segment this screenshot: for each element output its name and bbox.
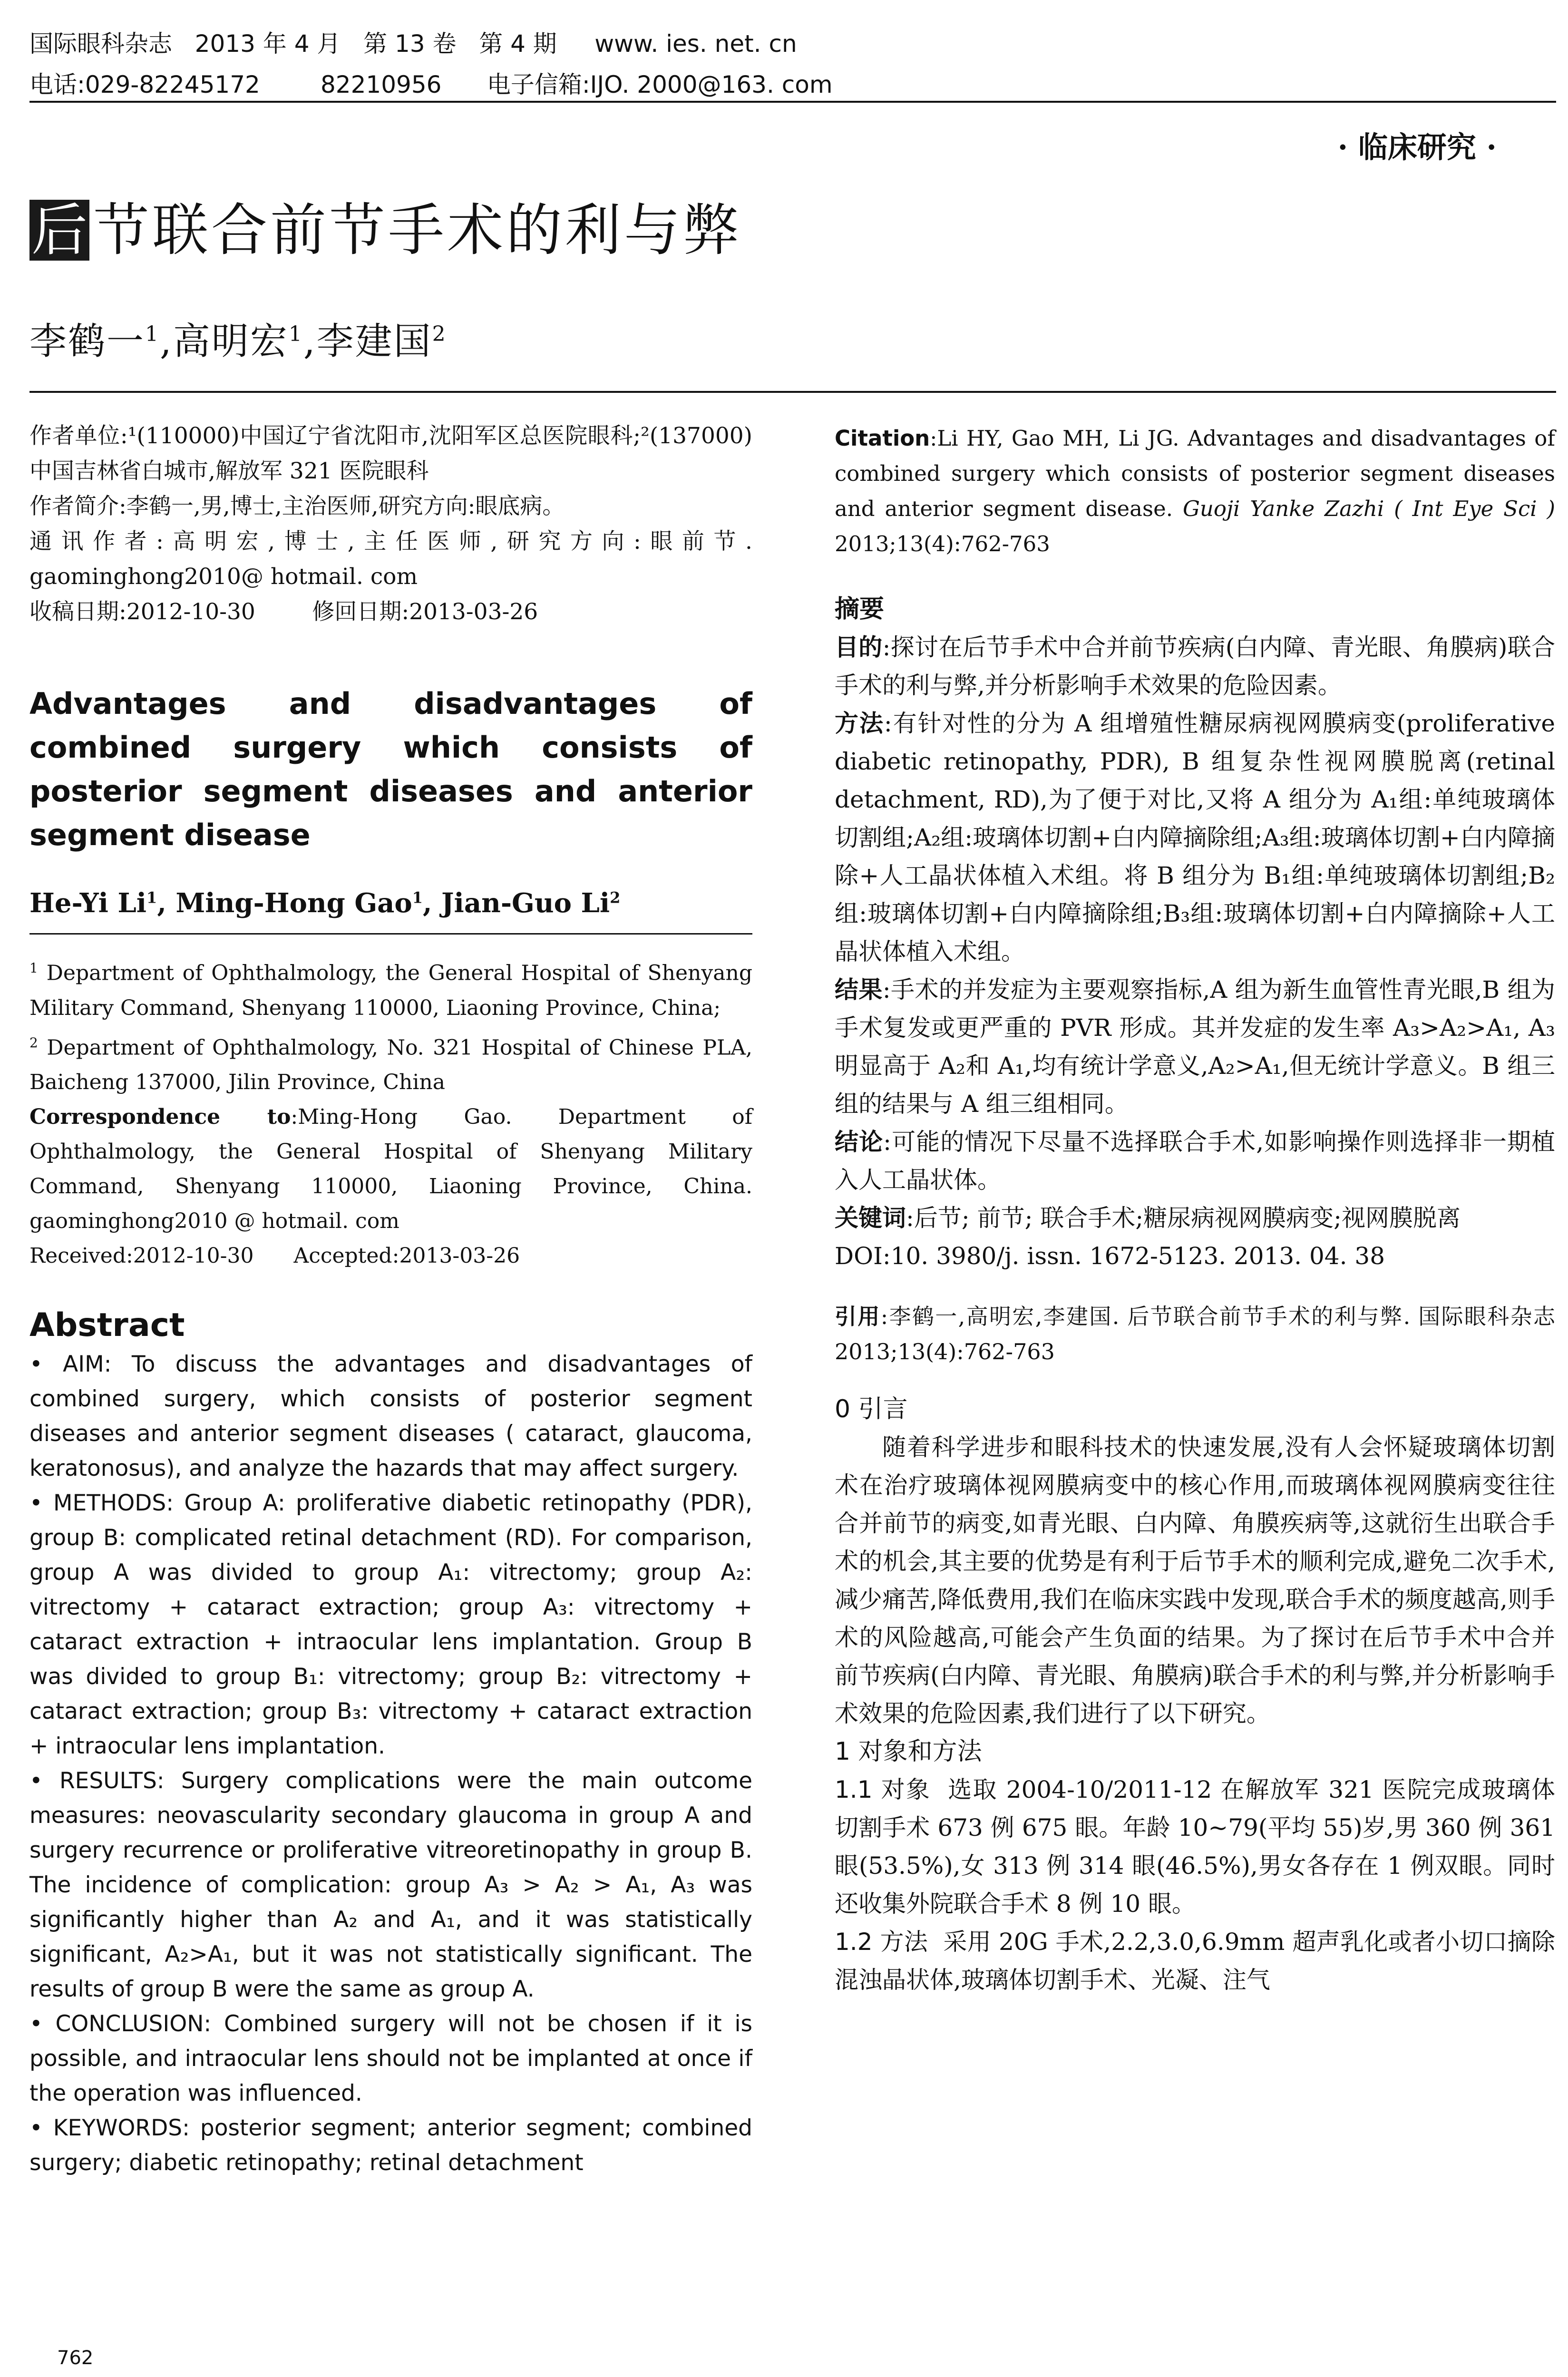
cn-text: :探讨在后节手术中合并前节疾病(白内障、青光眼、角膜病)联合手术的利与弊,并分析影响手术效果的危险因素。 xyxy=(835,633,1556,699)
abstract-cn-results xyxy=(835,971,1555,1123)
affil-text: Department of Ophthalmology, the General Hospital of Shenyang Military Command, Shenyang 110000, Liaoning Province, China; xyxy=(29,961,752,1020)
methods-heading: 1 对象和方法 xyxy=(835,1737,982,1766)
abstract-cn-heading: 摘要 xyxy=(835,595,885,623)
citation-text: :Li HY, Gao MH, Li JG. Advantages and disadvantages of combined surgery which consists of posterior segment diseases and anterior segment disease. xyxy=(835,426,1555,521)
cn-label: 关键词 xyxy=(835,1204,906,1232)
cn-label: 目的 xyxy=(835,633,883,661)
author-brief: 作者简介:李鹤一,男,博士,主治医师,研究方向:眼底病。 xyxy=(29,493,565,519)
author-sup: 1 xyxy=(288,322,303,346)
cn-label: 引用 xyxy=(835,1304,881,1329)
citation-journal: Guoji Yanke Zazhi ( Int Eye Sci ) xyxy=(1182,496,1555,521)
intro-paragraph: 随着科学进步和眼科技术的快速发展,没有人会怀疑玻璃体切割术在治疗玻璃体视网膜病变中的核心作用,而玻璃体视网膜病变往往合并前节的病变,如青光眼、白内障、角膜疾病等,这就衍生出联合手术的机会,其主要的优势是有利于后节手术的顺利完成,避免二次手术,减少痛苦,降低费用,我们在临床实践中发现,联合手术的频度越高,则手术的风险越高,可能会产生负面的结果。为了探讨在后节手术中合并前节疾病(白内障、青光眼、角膜病)联合手术的利与弊,并分析影响手术效果的危险因素,我们进行了以下研究。 xyxy=(835,1433,1555,1727)
cn-text: :手术的并发症为主要观察指标,A 组为新生血管性青光眼,B 组为手术复发或更严重的 PVR 形成。其并发症的发生率 A₃>A₂>A₁, A₃明显高于 A₂和 A₁,均有统计学意义,A₂>A₁,但无统计学意义。B 组三组的结果与 A 组三组相同。 xyxy=(835,976,1555,1118)
intro-heading: 0 引言 xyxy=(835,1395,908,1423)
doi: DOI:10. 3980/j. issn. 1672-5123. 2013. 04. 38 xyxy=(835,1242,1385,1270)
citation xyxy=(835,421,1555,562)
english-authors: He-Yi Li$^1$, Ming-Hong Gao$^1$, Jian-Guo Li$^2$ xyxy=(29,887,621,919)
cn-label: 结果 xyxy=(835,976,883,1003)
affiliation-2 xyxy=(29,1025,752,1100)
author-cn-name: 李建国 xyxy=(316,320,432,363)
abstract-conclusion: • CONCLUSION: Combined surgery will not be chosen if it is possible, and intraocular lens should not be implanted at once if the operation was influenced. xyxy=(29,2011,752,2107)
title-first-char: 后 xyxy=(29,200,89,261)
section-tag: · 临床研究 · xyxy=(1337,130,1497,165)
author-cn-name: 李鹤一 xyxy=(29,320,146,363)
author-en-name: Jian-Guo Li xyxy=(441,887,610,919)
author-cn-name: 高明宏 xyxy=(173,320,289,363)
abstract-aim: • AIM: To discuss the advantages and disadvantages of combined surgery, which consists of posterior segment diseases and anterior segment diseases ( cataract, glaucoma, keratonosus), and analyze the hazards that may affect surgery. xyxy=(29,1351,752,1482)
cn-label: 结论 xyxy=(835,1128,884,1156)
affil-sup: 2 xyxy=(29,1034,38,1051)
author-unit: 作者单位:¹(110000)中国辽宁省沈阳市,沈阳军区总医院眼科;²(137000) 中国吉林省白城市,解放军 321 医院眼科 xyxy=(29,423,752,484)
cn-text: :后节; 前节; 联合手术;糖尿病视网膜病变;视网膜脱离 xyxy=(906,1204,1461,1232)
title-rest: 节联合前节手术的利与弊 xyxy=(93,197,742,263)
affil-sup: 1 xyxy=(29,960,38,976)
correspondence xyxy=(29,1100,752,1238)
received-dates: 收稿日期:2012-10-30 修回日期:2013-03-26 xyxy=(29,599,538,625)
author-en-name: He-Yi Li xyxy=(29,887,147,919)
subsection-label: 1.2 方法 xyxy=(835,1928,928,1956)
authors-cn: 李鹤一$^1$,高明宏$^1$,李建国$^2$ xyxy=(29,320,447,363)
left-column xyxy=(29,419,752,2180)
author-sup: 1 xyxy=(145,322,160,346)
affiliation-rule xyxy=(29,933,752,935)
cn-text: :可能的情况下尽量不选择联合手术,如影响操作则选择非一期植入人工晶状体。 xyxy=(835,1128,1555,1194)
method-text: 采用 20G 手术,2.2,3.0,6.9mm 超声乳化或者小切口摘除混浊晶状体,玻璃体切割手术、光凝、注气 xyxy=(835,1928,1555,1994)
corresponding-author: 通讯作者:高明宏,博士,主任医师,研究方向:眼前节. gaominghong2010@ hotmail. com xyxy=(29,528,752,590)
abstract-cn-methods xyxy=(835,704,1555,971)
affil-text: Department of Ophthalmology, No. 321 Hospital of Chinese PLA, Baicheng 137000, Jilin Province, China xyxy=(29,1035,752,1095)
corr-label: Correspondence to xyxy=(29,1105,291,1130)
cn-text: :李鹤一,高明宏,李建国. 后节联合前节手术的利与弊. 国际眼科杂志 2013;13(4):762-763 xyxy=(835,1304,1556,1364)
running-header-line2: 电话:029-82245172 82210956 电子信箱:IJO. 2000@163. com xyxy=(29,71,833,98)
english-title: Advantages and disadvantages of combined surgery which consists of posterior segment diseases and anterior segment disease xyxy=(29,686,752,852)
article-title xyxy=(29,197,742,263)
cite-cn xyxy=(835,1299,1555,1369)
corr-text: :Ming-Hong Gao. Department of Ophthalmology, the General Hospital of Shenyang Military Command, Shenyang 110000, Liaoning Province, China. gaominghong2010 @ hotmail. com xyxy=(29,1105,753,1234)
cn-label: 方法 xyxy=(835,710,884,737)
right-column xyxy=(835,421,1555,1999)
author-sup: 2 xyxy=(432,322,447,346)
author-sup: 1 xyxy=(412,888,423,907)
author-sup: 2 xyxy=(610,888,621,907)
author-en-name: Ming-Hong Gao xyxy=(175,887,412,919)
citation-tail: 2013;13(4):762-763 xyxy=(835,531,1050,556)
citation-label: Citation xyxy=(835,426,930,451)
cn-text: :有针对性的分为 A 组增殖性糖尿病视网膜病变(proliferative diabetic retinopathy, PDR), B 组复杂性视网膜脱离(retinal detachment, RD),为了便于对比,又将 A 组分为 A₁组:单纯玻璃体切割组;A₂组:玻璃体切割+白内障摘除组;A₃组:玻璃体切割+白内障摘除+人工晶状体植入术组。将 B 组分为 B₁组:单纯玻璃体切割组;B₂组:玻璃体切割+白内障摘除组;B₃组:玻璃体切割+白内障摘除+人工晶状体植入术组。 xyxy=(835,710,1556,965)
header-rule xyxy=(29,101,1556,103)
authors-rule xyxy=(29,391,1556,393)
subject-text: 选取 2004-10/2011-12 在解放军 321 医院完成玻璃体切割手术 673 例 675 眼。年龄 10~79(平均 55)岁,男 360 例 361 眼(53.5%),女 313 例 314 眼(46.5%),男女各存在 1 例双眼。同时还收集外院联合手术 8 例 10 眼。 xyxy=(835,1776,1555,1918)
page-number: 762 xyxy=(57,2347,94,2369)
abstract-cn-keywords xyxy=(835,1199,1555,1237)
running-header-line1: 国际眼科杂志 2013 年 4 月 第 13 卷 第 4 期 www. ies. net. cn xyxy=(29,30,797,58)
abstract-heading: Abstract xyxy=(29,1306,185,1344)
abstract-methods: • METHODS: Group A: proliferative diabetic retinopathy (PDR), group B: complicated retinal detachment (RD). For comparison, group A was divided to group A₁: vitrectomy; group A₂: vitrectomy + cataract extraction; group A₃: vitrectomy + cataract extraction + intraocular lens implantation. Group B was divided to group B₁: vitrectomy; group B₂: vitrectomy + cataract extraction; group B₃: vitrectomy + cataract extraction + intraocular lens implantation. xyxy=(29,1490,752,1760)
abstract-keywords: • KEYWORDS: posterior segment; anterior segment; combined surgery; diabetic retinopathy; retinal detachment xyxy=(29,2115,752,2176)
abstract-cn-purpose xyxy=(835,628,1555,704)
subsection-label: 1.1 对象 xyxy=(835,1776,931,1803)
author-sup: 1 xyxy=(146,888,157,907)
abstract-results: • RESULTS: Surgery complications were the main outcome measures: neovascularity secondary glaucoma in group A and surgery recurrence or proliferative vitreoretinopathy in group B. The incidence of complication: group A₃ > A₂ > A₁, A₃ was significantly higher than A₂ and A₁, and it was statistically significant, A₂>A₁, but it was not statistically significant. The results of group B were the same as group A. xyxy=(29,1768,752,2003)
affiliation-1 xyxy=(29,951,752,1025)
subject-paragraph xyxy=(835,1771,1555,1923)
method-paragraph xyxy=(835,1923,1555,1999)
abstract-cn-conclusion xyxy=(835,1123,1555,1199)
received-accepted: Received:2012-10-30 Accepted:2013-03-26 xyxy=(29,1244,520,1268)
